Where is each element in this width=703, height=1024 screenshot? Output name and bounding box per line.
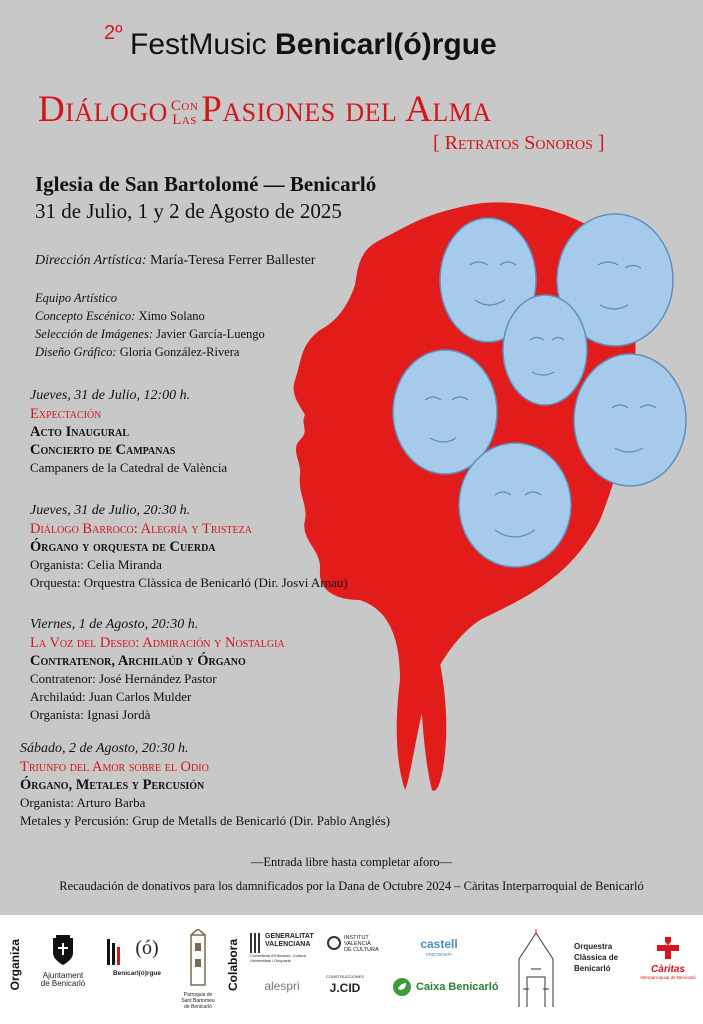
church-sketch-icon (509, 929, 563, 1009)
event-name: Expectación (30, 406, 102, 422)
artistic-team (35, 289, 265, 361)
team-item: Concepto Escénico: Ximo Solano (35, 309, 205, 323)
event-name: Triunfo del Amor sobre el Odio (20, 759, 209, 775)
benicarlorgue-logo: (ó) Benicarl(ó)rgue (102, 937, 172, 978)
venue: Iglesia de San Bartolomé — Benicarló (35, 172, 377, 196)
parroquia-logo: Parroquia de Sant Bartomeu de Benicarló (178, 929, 218, 1010)
team-item: Selección de Imágenes: Javier García-Luengo (35, 327, 265, 341)
jcid-logo: CONSTRUCCIONES J.CID (325, 974, 364, 995)
event-performer: Metales y Percusión: Grup de Metalls de Benicarló (Dir. Pablo Anglés) (20, 813, 391, 828)
event-name: La Voz del Deseo: Admiración y Nostalgia (30, 635, 285, 651)
main-title (38, 88, 492, 131)
edition-number: 2º (104, 22, 123, 44)
portrait-smiling-youth (459, 443, 571, 567)
caixa-leaf-icon (392, 977, 412, 997)
organiza-label: Organiza (8, 939, 22, 991)
bell-tower-icon (183, 929, 213, 987)
event-program: Órgano y orquesta de Cuerda (30, 539, 216, 555)
crest-icon (50, 935, 76, 967)
caixa-benicarlo-logo: Caixa Benicarló (392, 977, 500, 997)
event-name: Diálogo Barroco: Alegría y Tristeza (30, 521, 252, 537)
event-1 (30, 387, 227, 477)
event-when: Jueves, 31 de Julio, 20:30 h. (30, 503, 191, 518)
donation-note: Recaudación de donativos para los damnificados por la Dana de Octubre 2024 – Càritas Interparroquial de Benicarló (59, 879, 644, 893)
free-entry-note: —Entrada libre hasta completar aforo— (250, 855, 453, 869)
ivc-logo: INSTITUT VALENCIÀ DE CULTURA (326, 935, 380, 953)
event-performer: Organista: Celia Miranda (30, 557, 162, 572)
event-performer: Campaners de la Catedral de València (30, 460, 228, 475)
colabora-label: Colabora (226, 939, 240, 992)
event-program: Órgano, Metales y Percusión (20, 777, 205, 793)
caritas-logo: Càritas Interparroquial de Benicarló (638, 937, 698, 980)
festival-prefix: FestMusic (130, 28, 267, 61)
organ-pipes-icon (106, 937, 126, 967)
festival-brand: Benicarl(ó)rgue (275, 28, 497, 61)
event-2 (30, 502, 348, 592)
team-heading: Equipo Artístico (35, 291, 118, 305)
subtitle: [ Retratos Sonoros ] (433, 132, 605, 154)
title-part1: Diálogo (38, 89, 168, 130)
artistic-direction (35, 253, 315, 269)
sketch-logo (508, 929, 564, 1014)
orquestra-logo: Orquestra Clàssica de Benicarló (574, 942, 619, 973)
team-item: Diseño Gráfico: Gloria González-Rivera (35, 345, 240, 359)
portrait-woman-center (503, 295, 587, 405)
event-program: Concierto de Campanas (30, 442, 176, 458)
generalitat-bars-icon (250, 933, 262, 953)
event-when: Jueves, 31 de Julio, 12:00 h. (30, 388, 191, 403)
event-performer: Organista: Arturo Barba (20, 795, 146, 810)
direction-value: María-Teresa Ferrer Ballester (150, 253, 316, 268)
title-part2: Pasiones del Alma (201, 89, 492, 130)
event-program: Acto Inaugural (30, 424, 130, 440)
title-con: Con (170, 97, 199, 114)
event-4 (20, 740, 390, 830)
dates: 31 de Julio, 1 y 2 de Agosto de 2025 (35, 199, 342, 223)
event-when: Viernes, 1 de Agosto, 20:30 h. (30, 617, 199, 632)
sponsor-strip (0, 915, 703, 1024)
event-3 (30, 616, 285, 724)
festival-name (130, 28, 497, 62)
ajuntament-logo: Ajuntament de Benicarló (34, 935, 92, 988)
portrait-woman-far-right (574, 354, 686, 486)
event-when: Sábado, 2 de Agosto, 20:30 h. (20, 741, 189, 756)
alespri-logo: alespri (264, 979, 300, 993)
direction-label: Dirección Artística: (35, 253, 147, 268)
castell-logo: castell improvisem (420, 937, 458, 958)
caritas-cross-icon (657, 937, 679, 959)
event-performer: Archilaúd: Juan Carlos Mulder (30, 689, 192, 704)
generalitat-logo: GENERALITAT VALENCIANA Conselleria d'Educació, Cultura, Universitats i Ocupació (250, 933, 314, 963)
event-performer: Organista: Ignasi Jordà (30, 707, 151, 722)
ivc-circle-icon (326, 935, 342, 951)
event-program: Contratenor, Archilaúd y Órgano (30, 653, 246, 669)
event-performer: Orquesta: Orquestra Clàssica de Benicarló (Dir. Josvi Arnau) (30, 575, 348, 590)
event-performer: Contratenor: José Hernández Pastor (30, 671, 217, 686)
title-las: Las (172, 111, 197, 128)
title-con-las (171, 99, 198, 127)
